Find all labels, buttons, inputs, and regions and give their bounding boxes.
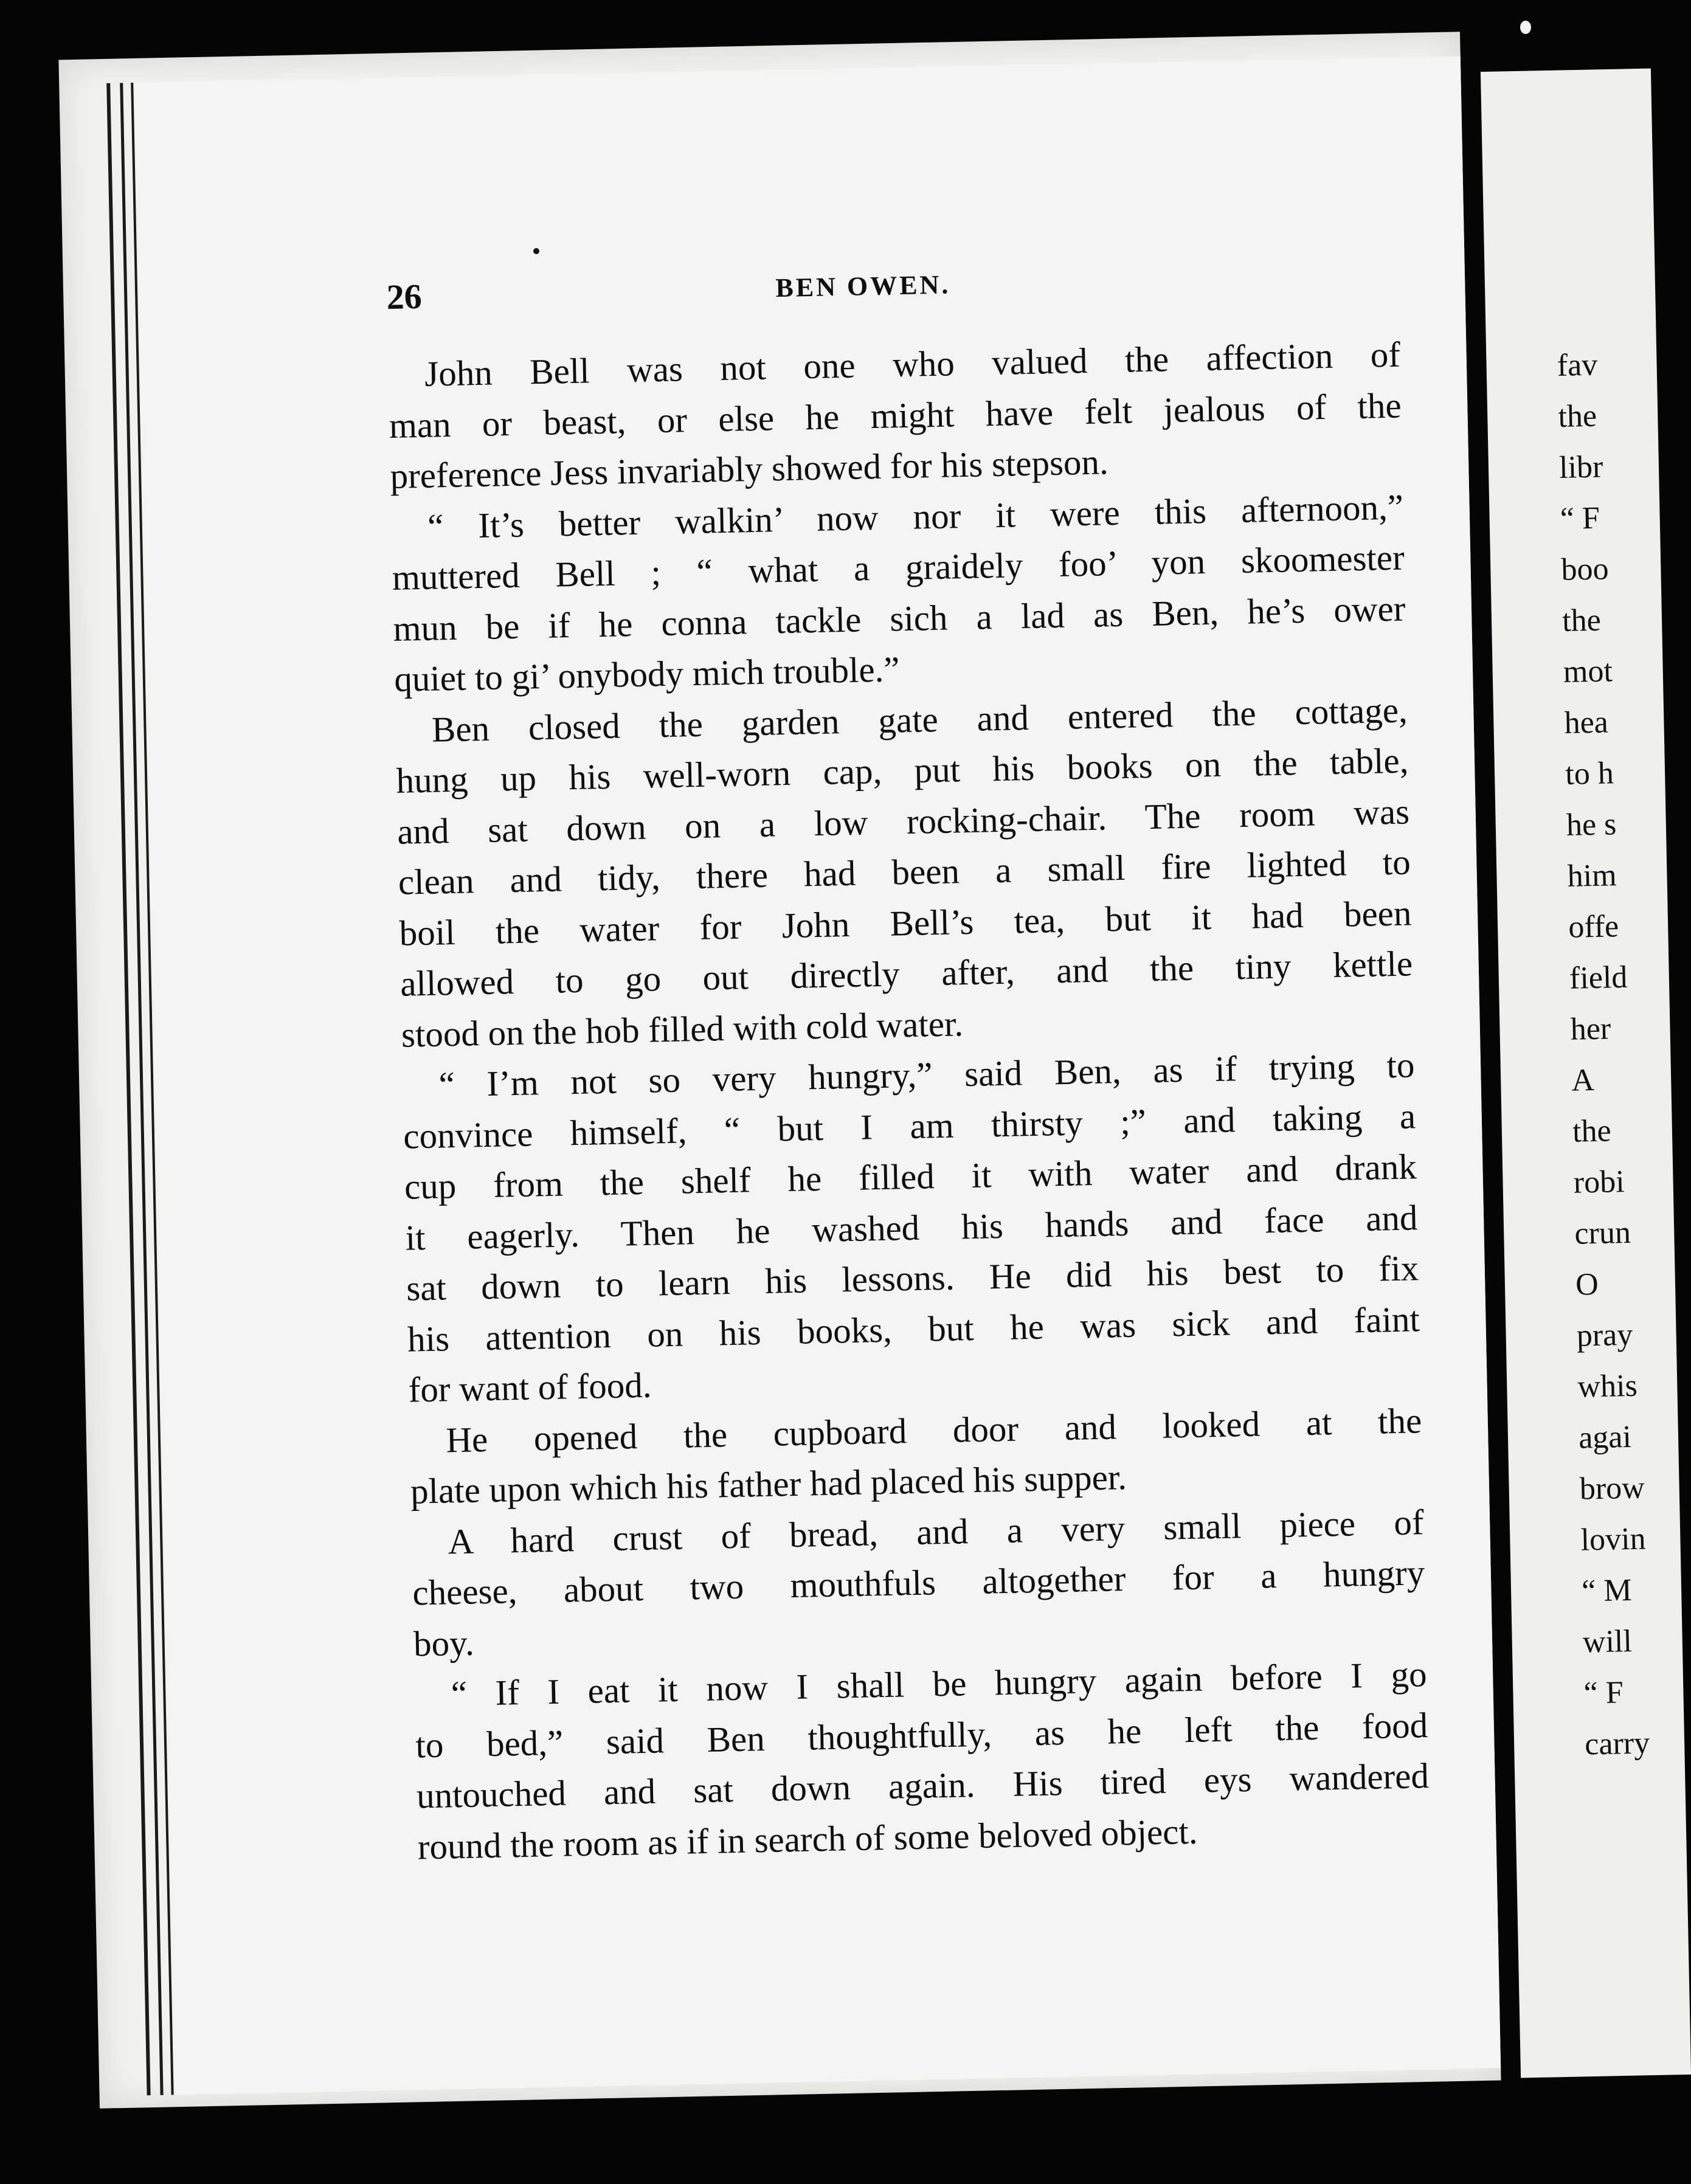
next-page-fragment: her xyxy=(1570,1011,1611,1047)
text-line: his attention on his books, but he was sick and faint xyxy=(407,1298,1420,1360)
text-line: sat down to learn his lessons. He did his best to fix xyxy=(406,1248,1419,1308)
text-line: “ If I eat it now I shall be hungry again before I go xyxy=(451,1654,1428,1714)
text-line: “ It’s better walkin’ now nor it were this afternoon,” xyxy=(427,486,1404,547)
text-line: round the room as if in search of some beloved object. xyxy=(417,1811,1198,1867)
text-line: preference Jess invariably showed for his stepson. xyxy=(389,441,1109,496)
text-line: stood on the hob filled with cold water. xyxy=(401,1003,964,1055)
next-page-fragment: to h xyxy=(1565,756,1614,792)
text-line: plate upon which his father had placed his supper. xyxy=(410,1456,1127,1512)
next-page-fragment: hea xyxy=(1564,705,1609,741)
next-page-fragment: he s xyxy=(1566,807,1617,843)
next-page-fragment: lovin xyxy=(1580,1521,1647,1558)
ink-speck xyxy=(533,248,539,254)
text-line: untouched and sat down again. His tired eys wandered xyxy=(416,1755,1430,1816)
text-line: Ben closed the garden gate and entered the cottage, xyxy=(431,689,1408,750)
text-line: A hard crust of bread, and a very small piece of xyxy=(448,1501,1425,1561)
next-page-fragment: A xyxy=(1571,1063,1595,1098)
text-line: muttered Bell ; “ what a graidely foo’ yon skoomester xyxy=(392,537,1405,598)
scan-speck xyxy=(1520,21,1531,34)
next-page-fragment: “ F xyxy=(1583,1675,1624,1711)
text-line: He opened the cupboard door and looked at the xyxy=(445,1400,1422,1460)
paragraph xyxy=(411,1497,1426,1670)
next-page-fragment: will xyxy=(1582,1623,1633,1660)
running-title: BEN OWEN. xyxy=(775,269,951,303)
text-line: convince himself, “ but I am thirsty ;” and taking a xyxy=(403,1095,1416,1156)
text-line: cup from the shelf he filled it with water and drank xyxy=(404,1146,1417,1207)
paragraph xyxy=(409,1395,1423,1517)
text-line: it eagerly. Then he washed his hands and face and xyxy=(405,1197,1419,1258)
next-page-fragment: robi xyxy=(1573,1164,1625,1200)
next-page-fragment: libr xyxy=(1558,449,1603,485)
text-line: boil the water for John Bell’s tea, but it had been xyxy=(399,892,1412,953)
text-line: clean and tidy, there had been a small fire lighted to xyxy=(398,841,1411,902)
text-line: “ I’m not so very hungry,” said Ben, as if trying to xyxy=(438,1045,1416,1105)
next-page-fragment: field xyxy=(1569,959,1628,996)
next-page-fragment: brow xyxy=(1579,1470,1645,1507)
text-line: for want of food. xyxy=(408,1364,652,1410)
next-page-fragment: O xyxy=(1575,1267,1599,1302)
text-line: cheese, about two mouthfuls altogether for a hungry xyxy=(412,1552,1425,1613)
text-line: quiet to gi’ onybody mich trouble.” xyxy=(393,649,901,699)
text-line: John Bell was not one who valued the affection of xyxy=(424,334,1401,394)
page-text-block xyxy=(386,257,1430,1873)
next-page-fragment: the xyxy=(1557,398,1597,434)
next-page-fragment: him xyxy=(1567,858,1617,894)
next-page-fragment: the xyxy=(1561,603,1602,638)
paragraph xyxy=(387,330,1403,502)
next-page-fragment: whis xyxy=(1577,1368,1638,1405)
text-line: hung up his well-worn cap, put his books on the table, xyxy=(395,740,1409,801)
page-number: 26 xyxy=(386,276,423,317)
next-page-fragment: mot xyxy=(1563,654,1613,689)
paragraph xyxy=(390,482,1406,705)
next-page-fragment: “ M xyxy=(1581,1572,1633,1609)
paragraph xyxy=(402,1040,1421,1415)
next-page-fragment: crun xyxy=(1574,1215,1631,1251)
next-page-fragment: the xyxy=(1572,1113,1612,1149)
text-line: and sat down on a low rocking-chair. The room was xyxy=(396,790,1410,852)
next-page-fragment: fav xyxy=(1557,347,1598,383)
next-page-fragment: “ F xyxy=(1560,500,1600,536)
next-page-fragment: boo xyxy=(1561,551,1610,587)
next-page-fragment: offe xyxy=(1568,909,1619,945)
text-line: boy. xyxy=(413,1622,475,1664)
text-line: to bed,” said Ben thoughtfully, as he left the food xyxy=(415,1704,1428,1766)
next-page-fragment: agai xyxy=(1578,1419,1632,1456)
next-page-fragment: carry xyxy=(1584,1726,1650,1762)
next-page-fragment: pray xyxy=(1576,1317,1633,1353)
text-line: allowed to go out directly after, and the tiny kettle xyxy=(399,943,1413,1004)
text-line: mun be if he conna tackle sich a lad as Ben, he’s ower xyxy=(392,587,1406,649)
paragraph xyxy=(395,685,1414,1060)
body-text xyxy=(387,330,1430,1873)
text-line: man or beast, or else he might have felt jealous of the xyxy=(389,385,1402,446)
paragraph xyxy=(414,1649,1430,1872)
